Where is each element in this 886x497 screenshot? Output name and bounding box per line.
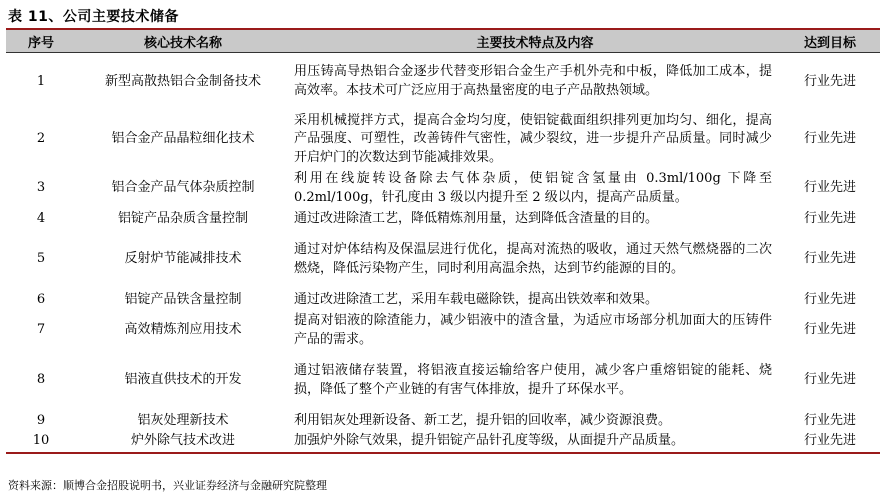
row-num: 10 [6,432,76,453]
row-desc: 加强炉外除气效果，提升铝锭产品针孔度等级，从面提升产品质量。 [290,432,780,453]
table-row [6,111,880,169]
row-level: 行业先进 [803,131,856,147]
row-name: 新型高散热铝合金制备技术 [104,73,261,89]
row-desc: 利用铝灰处理新设备、新工艺，提升铝的回收率，减少资源浪费。 [294,412,672,428]
row-level: 行业先进 [803,251,856,267]
row-name: 铝灰处理新技术 [137,412,229,428]
row-desc: 采用机械搅拌方式，提高合金均匀度，使铝锭截面组织排列更加均匀、细化，提高产品强度、可塑性，改善铸件气密性，减少裂纹，进一步提升产品质量。同时减少开启炉门的次数达到节能减排效果。 [294,112,772,165]
row-desc: 提高对铝液的除渣能力，减少铝液中的渣含量，为适应市场部分机加面大的压铸件产品的需求。 [294,313,772,347]
row-level: 行业先进 [803,210,856,226]
row-num: 2 [36,131,46,147]
row-name: 高效精炼剂应用技术 [124,322,242,338]
row-desc: 通过改进除渣工艺，降低精炼剂用量，达到降低含渣量的目的。 [294,210,659,226]
table-row [6,311,880,351]
row-level: 行业先进 [803,372,856,388]
tech-reserve-table [6,30,880,454]
row-num: 4 [36,210,46,226]
header-desc: 主要技术特点及内容 [290,30,780,53]
row-level: 行业先进 [803,291,856,307]
row-level: 行业先进 [803,322,856,338]
row-name: 炉外除气技术改进 [76,432,290,453]
row-num: 7 [36,322,46,338]
table-header-row [6,30,880,53]
row-level: 行业先进 [803,180,856,196]
row-name: 铝锭产品铁含量控制 [124,291,242,307]
row-desc: 通过铝液储存装置，将铝液直接运输给客户使用，减少客户重熔铝锭的能耗、烧损，降低了整个产业链的有害气体排放，提升了环保水平。 [294,363,772,397]
row-num: 8 [36,372,46,388]
table-row [6,290,880,311]
table-row [6,411,880,432]
row-desc: 通过改进除渣工艺，采用车载电磁除铁，提高出铁效率和效果。 [294,291,659,307]
table-row [6,53,880,111]
table-row [6,209,880,230]
source-note: 资料来源：顺博合金招股说明书，兴业证券经济与金融研究院整理 [8,479,327,492]
row-name: 反射炉节能减排技术 [124,251,242,267]
row-num: 3 [36,180,46,196]
row-num: 1 [36,73,46,89]
table-row [6,169,880,209]
header-num: 序号 [6,30,76,53]
row-name: 铝锭产品杂质含量控制 [117,210,248,226]
table-row [6,432,880,453]
row-name: 铝合金产品晶粒细化技术 [111,131,255,147]
table-row [6,230,880,290]
row-level: 行业先进 [803,412,856,428]
header-level: 达到目标 [780,30,880,53]
row-num: 9 [36,412,46,428]
row-desc: 利用在线旋转设备除去气体杂质，使铝锭含氢量由 0.3ml/100g 下降至 0.2ml/100g，针孔度由 3 级以内提升至 2 级以内，提高产品质量。 [294,171,772,205]
row-level: 行业先进 [780,432,880,453]
row-num: 6 [36,291,46,307]
row-name: 铝液直供技术的开发 [124,372,242,388]
row-num: 5 [36,251,46,267]
row-level: 行业先进 [803,73,856,89]
row-name: 铝合金产品气体杂质控制 [111,180,255,196]
table-title: 表 11、公司主要技术储备 [8,9,179,25]
row-desc: 通过对炉体结构及保温层进行优化，提高对流热的吸收，通过天然气燃烧器的二次燃烧，降低污染物产生，同时利用高温余热，达到节约能源的目的。 [294,242,772,276]
table-row [6,351,880,411]
row-desc: 用压铸高导热铝合金逐步代替变形铝合金生产手机外壳和中板，降低加工成本，提高效率。本技术可广泛应用于高热量密度的电子产品散热领域。 [294,64,772,98]
header-name: 核心技术名称 [76,30,290,53]
